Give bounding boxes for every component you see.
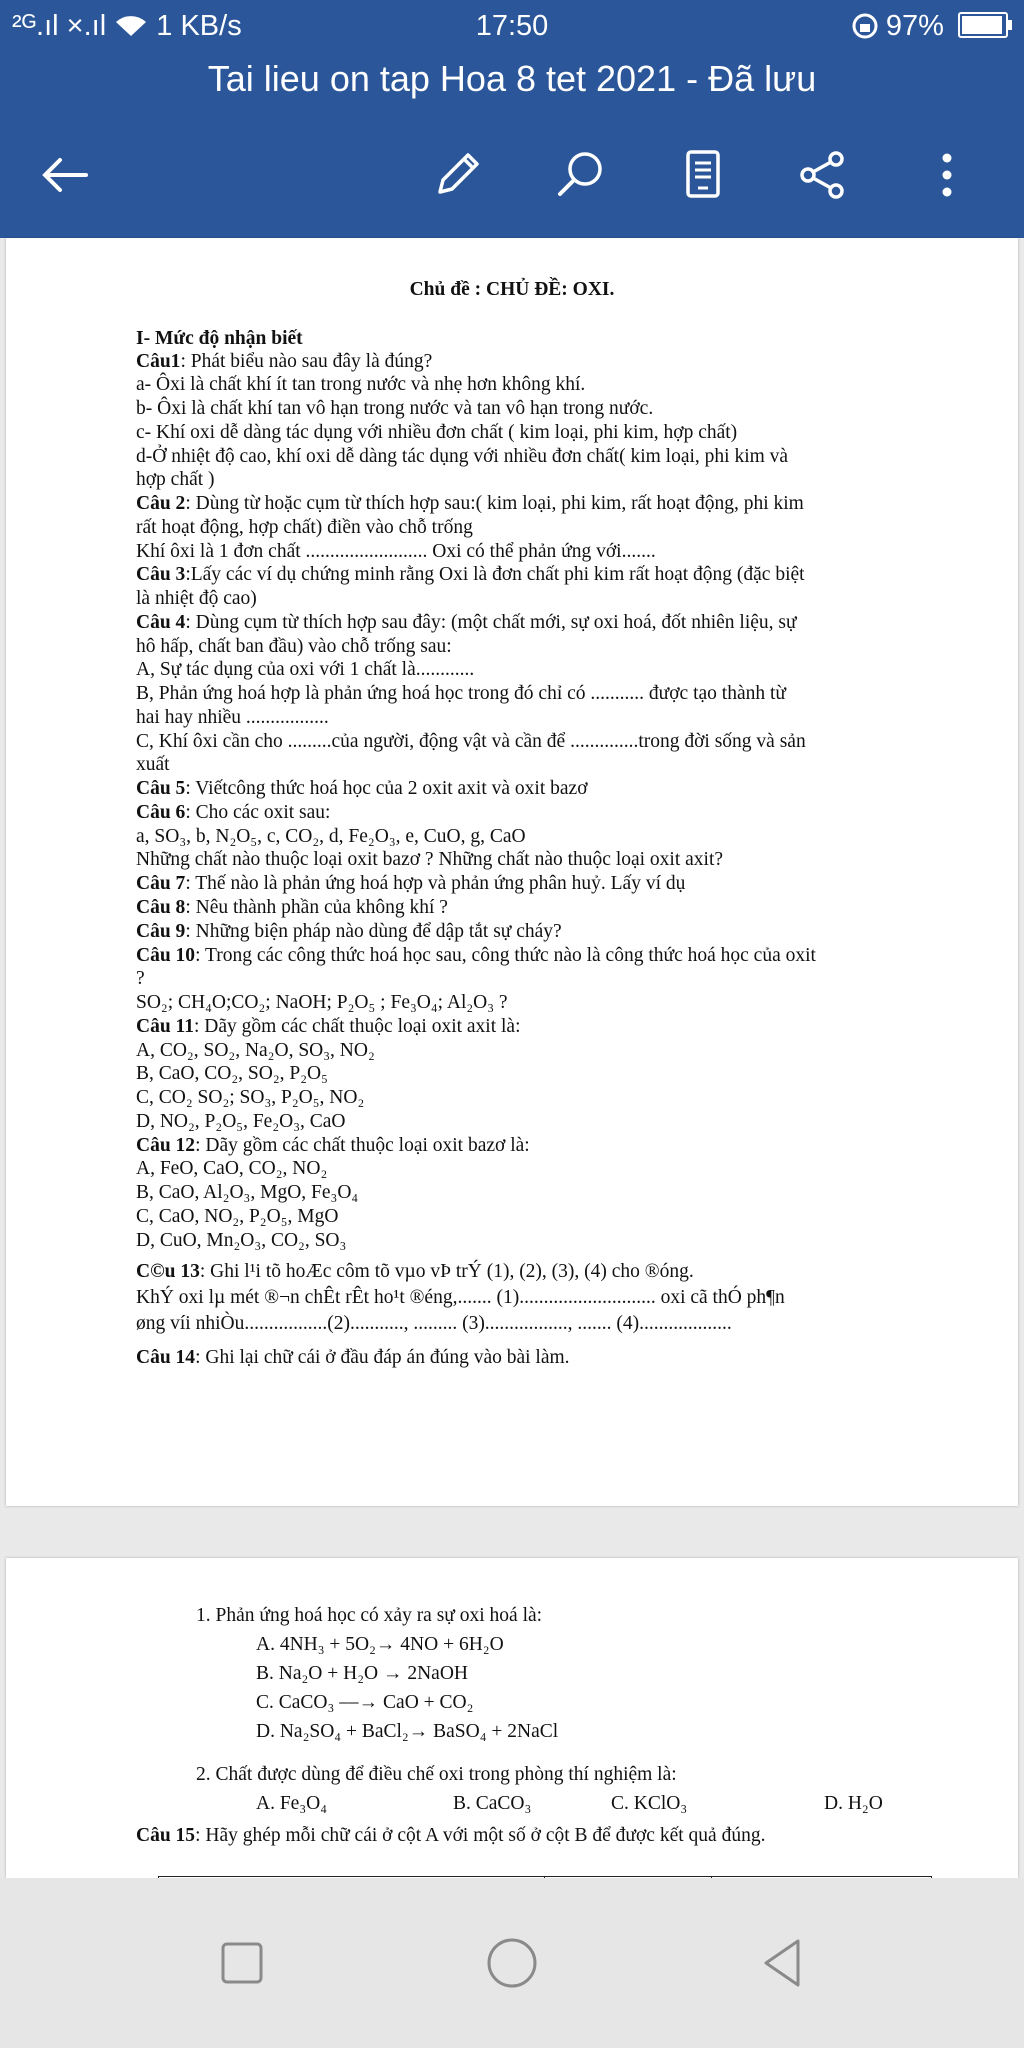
text-line: B, Phản ứng hoá hợp là phản ứng hoá học trong đó chỉ có ........... được tạo thành từ (136, 683, 786, 704)
text-line: d-Ở nhiệt độ cao, khí oxi dễ dàng tác dụng với nhiều đơn chất( kim loại, phi kim và (136, 446, 789, 467)
text-line: øng víi nhiÒu.................(2)..........., ......... (3)................., ....... (4)................... (136, 1313, 732, 1334)
search-icon[interactable] (545, 140, 615, 210)
mc-question-1: 1. Phản ứng hoá học có xảy ra sự oxi hoá là: (196, 1605, 543, 1626)
question-11: Câu 11: Dãy gồm các chất thuộc loại oxit axit là: (136, 1016, 521, 1037)
question-15: Câu 15: Hãy ghép mỗi chữ cái ở cột A với một số ở cột B để được kết quả đúng. (136, 1825, 766, 1846)
battery-icon (958, 12, 1008, 38)
mc-option: C. CaCO₃ ⎯⎯→ CaO + CO₂ (256, 1692, 474, 1713)
text-line: hai hay nhiều ................. (136, 707, 329, 728)
network-speed: 1 KB/s (156, 10, 242, 42)
question-13: C©u 13: Ghi l¹i tõ hoÆc côm tõ vµo vÞ trÝ (1), (2), (3), (4) cho ®óng. (136, 1261, 694, 1282)
signal-icon: ²ᴳ.ıl ×.ıl (12, 10, 115, 42)
question-3: Câu 3:Lấy các ví dụ chứng minh rằng Oxi là đơn chất phi kim rất hoạt động (đặc biệt (136, 564, 805, 585)
back-arrow-icon[interactable] (30, 140, 100, 210)
text-line: D, CuO, Mn₂O₃, CO₂, SO₃ (136, 1230, 347, 1251)
mc-option: A. Fe₃O₄ (256, 1793, 328, 1814)
mc-option: D. H₂O (824, 1793, 883, 1814)
status-right (852, 10, 1008, 43)
text-line: hợp chất ) (136, 469, 215, 490)
text-line: b- Ôxi là chất khí tan vô hạn trong nước và tan vô hạn trong nước. (136, 398, 654, 419)
question-9: Câu 9: Những biện pháp nào dùng để dập tắt sự cháy? (136, 921, 562, 942)
text-line: là nhiệt độ cao) (136, 588, 257, 609)
text-line: C, CaO, NO₂, P₂O₅, MgO (136, 1206, 339, 1227)
text-line: A, FeO, CaO, CO₂, NO₂ (136, 1158, 328, 1179)
text-line: rất hoạt động, hợp chất) điền vào chỗ trống (136, 517, 473, 538)
question-10: Câu 10: Trong các công thức hoá học sau, công thức nào là công thức hoá học của oxit (136, 945, 816, 966)
text-line: xuất (136, 754, 170, 775)
mc-option: D. Na₂SO₄ + BaCl₂→ BaSO₄ + 2NaCl (256, 1721, 559, 1742)
question-1: Câu1: Phát biểu nào sau đây là đúng? (136, 351, 433, 372)
section-heading: I- Mức độ nhận biết (136, 328, 303, 349)
battery-level: 97% (885, 10, 944, 42)
text-line: ? (136, 968, 145, 989)
reading-mode-icon[interactable] (668, 140, 738, 210)
text-line: C, CO₂ SO₂; SO₃, P₂O₅, NO₂ (136, 1087, 365, 1108)
system-nav-bar (0, 1878, 1024, 2048)
text-line: Khí ôxi là 1 đơn chất ......................... Oxi có thể phản ứng với....... (136, 541, 656, 562)
text-line: KhÝ oxi lµ mét ®¬n chÊt rÊt ho¹t ®éng,....... (1)............................ oxi cã thÓ ph¶n (136, 1287, 785, 1308)
document-page-1 (6, 238, 1018, 1506)
text-line: A, Sự tác dụng của oxi với 1 chất là............ (136, 659, 475, 680)
text-line: B, CaO, CO₂, SO₂, P₂O₅ (136, 1063, 328, 1084)
question-7: Câu 7: Thế nào là phản ứng hoá hợp và phản ứng phân huỷ. Lấy ví dụ (136, 873, 686, 894)
text-line: a, SO₃, b, N₂O₅, c, CO₂, d, Fe₂O₃, e, CuO, g, CaO (136, 826, 526, 847)
mc-option: B. CaCO₃ (453, 1793, 532, 1814)
mc-question-2: 2. Chất được dùng để điều chế oxi trong phòng thí nghiệm là: (196, 1764, 677, 1785)
text-line: c- Khí oxi dễ dàng tác dụng với nhiều đơn chất ( kim loại, phi kim, hợp chất) (136, 422, 738, 443)
text-line: B, CaO, Al₂O₃, MgO, Fe₃O₄ (136, 1182, 359, 1203)
more-vertical-icon[interactable] (912, 140, 982, 210)
document-page-2 (6, 1558, 1018, 1878)
mc-option: B. Na₂O + H₂O → 2NaOH (256, 1663, 468, 1684)
app-bar (0, 0, 1024, 238)
text-line: SO₂; CH₄O;CO₂; NaOH; P₂O₅ ; Fe₃O₄; Al₂O₃ ? (136, 992, 508, 1013)
question-14: Câu 14: Ghi lại chữ cái ở đầu đáp án đúng vào bài làm. (136, 1347, 570, 1368)
text-line: a- Ôxi là chất khí ít tan trong nước và nhẹ hơn không khí. (136, 374, 586, 395)
clock: 17:50 (475, 10, 549, 42)
document-title: Tai lieu on tap Hoa 8 tet 2021 - Đã lưu (207, 58, 817, 99)
home-icon[interactable] (482, 1933, 542, 1993)
question-2: Câu 2: Dùng từ hoặc cụm từ thích hợp sau:( kim loại, phi kim, rất hoạt động, phi kim (136, 493, 804, 514)
text-line: C, Khí ôxi cần cho .........của người, động vật và cần để ..............trong đời sống và sản (136, 731, 806, 752)
question-6: Câu 6: Cho các oxit sau: (136, 802, 331, 823)
question-12: Câu 12: Dãy gồm các chất thuộc loại oxit bazơ là: (136, 1135, 530, 1156)
mc-option: A. 4NH₃ + 5O₂→ 4NO + 6H₂O (256, 1634, 504, 1655)
question-8: Câu 8: Nêu thành phần của không khí ? (136, 897, 448, 918)
back-icon[interactable] (752, 1933, 812, 1993)
text-line: D, NO₂, P₂O₅, Fe₂O₃, CaO (136, 1111, 346, 1132)
recent-apps-icon[interactable] (212, 1933, 272, 1993)
mc-option: C. KClO₃ (611, 1793, 688, 1814)
status-bar (0, 0, 1024, 52)
text-line: A, CO₂, SO₂, Na₂O, SO₃, NO₂ (136, 1040, 375, 1061)
question-5: Câu 5: Viếtcông thức hoá học của 2 oxit axit và oxit bazơ (136, 778, 588, 799)
pencil-icon[interactable] (422, 140, 492, 210)
text-line: hô hấp, chất ban đầu) vào chỗ trống sau: (136, 636, 452, 657)
share-icon[interactable] (788, 140, 858, 210)
lock-rotation-icon (852, 10, 886, 42)
document-heading: Chủ đề : CHỦ ĐỀ: OXI. (409, 279, 615, 300)
question-4: Câu 4: Dùng cụm từ thích hợp sau đây: (một chất mới, sự oxi hoá, đốt nhiên liệu, sự (136, 612, 797, 633)
text-line: Những chất nào thuộc loại oxit bazơ ? Những chất nào thuộc loại oxit axit? (136, 849, 724, 870)
